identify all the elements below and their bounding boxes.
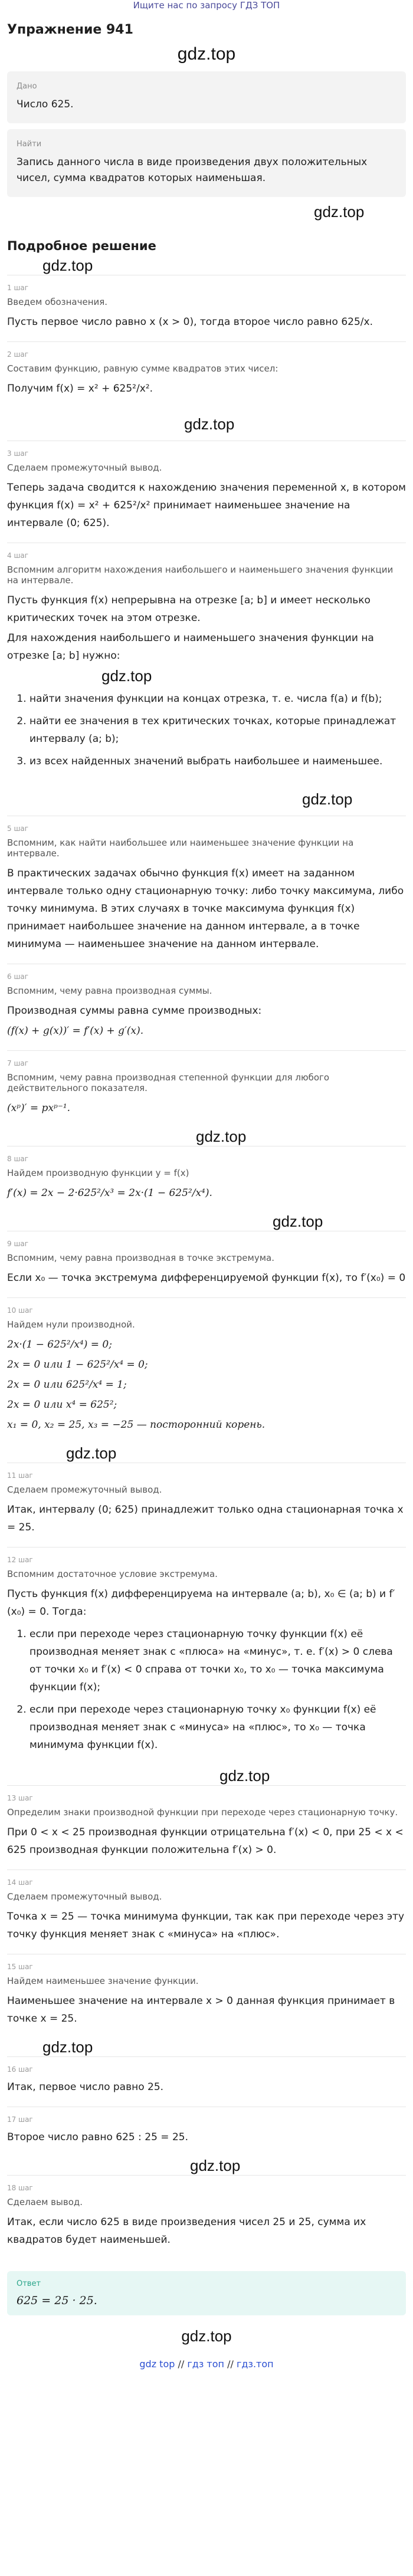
- page-content: [0, 22, 413, 2370]
- step-8: [7, 1146, 406, 1213]
- given-label: Дано: [17, 82, 37, 91]
- formula: f′(x) = 2x − 2·625²/x³ = 2x·(1 − 625²/x⁴).: [7, 1187, 212, 1199]
- list-item: 1. найти значения функции на концах отрезка, т. е. числа f(a) и f(b);: [30, 690, 406, 708]
- step-text: Для нахождения наибольшего и наименьшего значения функции на отрезке [a; b] нужно:: [7, 632, 374, 662]
- step-text: Второе число равно 625 : 25 = 25.: [7, 2131, 188, 2143]
- given-text: Число 625.: [17, 98, 74, 110]
- step-16: [7, 2056, 406, 2107]
- step-15: [7, 1954, 406, 2038]
- step-text: Если x₀ — точка экстремума дифференцируемой функции f(x), то f′(x₀) = 0: [7, 1272, 406, 1284]
- page-title: Упражнение 941: [7, 22, 133, 37]
- list-item: 2. если при переходе через стационарную точку x₀ функции f(x) её производная меняет знак с «минуса» на «плюс», то x₀ — точка минимума функции f(x).: [30, 1701, 406, 1754]
- step-text: Пусть функция f(x) непрерывна на отрезке [a; b] и имеет несколько критических точек на этом отрезке.: [7, 594, 371, 624]
- step-14: [7, 1869, 406, 1954]
- step-heading: Сделаем промежуточный вывод.: [7, 1891, 162, 1902]
- step-heading: Вспомним алгоритм нахождения наибольшего и наименьшего значения функции на интервале.: [7, 564, 394, 586]
- step-heading: Введем обозначения.: [7, 297, 108, 307]
- step-11: [7, 1463, 406, 1547]
- step-heading: Вспомним, чему равна производная степенной функции для любого действительного показателя.: [7, 1072, 330, 1093]
- step-heading: Вспомним достаточное условие экстремума.: [7, 1569, 218, 1579]
- step-number: 6 шаг: [7, 972, 29, 981]
- equation-line: 2x = 0 или x⁴ = 625²;: [7, 1399, 117, 1411]
- step-12: [7, 1547, 406, 1767]
- step-7: [7, 1050, 406, 1128]
- watermark: gdz.top: [273, 1213, 323, 1230]
- watermark: gdz.top: [314, 203, 365, 221]
- step-2: [7, 341, 406, 408]
- step-text: Пусть функция f(x) дифференцируема на интервале (a; b), x₀ ∈ (a; b) и f′(x₀) = 0. Тогда:: [7, 1588, 395, 1618]
- step-number: 18 шаг: [7, 2184, 33, 2192]
- find-card: [7, 129, 406, 197]
- condition-list: [7, 1625, 406, 1754]
- footer-separator: //: [227, 2358, 234, 2370]
- answer-label: Ответ: [17, 2279, 41, 2288]
- step-number: 4 шаг: [7, 551, 29, 560]
- find-label: Найти: [17, 140, 42, 149]
- watermark: gdz.top: [101, 667, 152, 685]
- step-text: Итак, интервалу (0; 625) принадлежит только одна стационарная точка x = 25.: [7, 1504, 404, 1533]
- step-10: [7, 1297, 406, 1444]
- answer-box: [7, 2271, 406, 2315]
- step-number: 5 шаг: [7, 824, 29, 833]
- footer-separator: //: [178, 2358, 185, 2370]
- step-heading: Найдем нули производной.: [7, 1319, 135, 1330]
- watermark: gdz.top: [184, 415, 235, 433]
- equation-line: 2x = 0 или 625²/x⁴ = 1;: [7, 1379, 127, 1391]
- top-banner[interactable]: Ищите нас по запросу ГДЗ ТОП: [133, 0, 280, 11]
- step-heading: Найдем наименьшее значение функции.: [7, 1976, 199, 1986]
- step-text: Наименьшее значение на интервале x > 0 данная функция принимает в точке x = 25.: [7, 1995, 395, 2025]
- list-item: 1. если при переходе через стационарную точку функции f(x) её производная меняет знак с «плюса» на «минус», т. е. f′(x) > 0 слева от точки x₀ и f′(x) < 0 справа от точки x₀, то x₀ — точка максимума функции f(x);: [30, 1625, 406, 1696]
- watermark: gdz.top: [302, 790, 353, 808]
- step-heading: Вспомним, как найти наибольшее или наименьшее значение функции на интервале.: [7, 837, 354, 859]
- step-number: 2 шаг: [7, 350, 29, 359]
- step-number: 9 шаг: [7, 1240, 29, 1248]
- step-3: [7, 441, 406, 543]
- step-number: 13 шаг: [7, 1794, 33, 1802]
- equation-line: 2x·(1 − 625²/x⁴) = 0;: [7, 1339, 112, 1351]
- step-number: 8 шаг: [7, 1155, 29, 1163]
- step-number: 10 шаг: [7, 1306, 33, 1315]
- step-9: [7, 1231, 406, 1297]
- given-card: [7, 71, 406, 123]
- step-text: Производная суммы равна сумме производных:: [7, 1005, 262, 1017]
- step-number: 12 шаг: [7, 1556, 33, 1564]
- step-13: [7, 1785, 406, 1869]
- step-text: Теперь задача сводится к нахождению значения переменной x, в котором функция f(x) = x² + 625²/x² принимает наименьшее значение на интервале (0; 625).: [7, 482, 406, 529]
- list-item: 2. найти ее значения в тех критических точках, которые принадлежат интервалу (a; b);: [30, 712, 406, 748]
- step-6: [7, 964, 406, 1050]
- step-heading: Определим знаки производной функции при переходе через стационарную точку.: [7, 1807, 398, 1818]
- step-text: Получим f(x) = x² + 625²/x².: [7, 383, 153, 395]
- footer-link-gdz-top-dot[interactable]: гдз.топ: [236, 2358, 274, 2370]
- step-17: [7, 2107, 406, 2157]
- step-text: Итак, первое число равно 25.: [7, 2081, 164, 2093]
- step-number: 3 шаг: [7, 449, 29, 458]
- step-text: Итак, если число 625 в виде произведения чисел 25 и 25, сумма их квадратов будет наименьшей.: [7, 2216, 366, 2246]
- watermark: gdz.top: [66, 1444, 117, 1462]
- answer-value: 625 = 25 · 25.: [17, 2294, 97, 2307]
- step-heading: Сделаем промежуточный вывод.: [7, 1484, 162, 1495]
- equation-line: x₁ = 0, x₂ = 25, x₃ = −25 — посторонний корень.: [7, 1419, 266, 1431]
- step-1: [7, 275, 406, 341]
- step-heading: Сделаем вывод.: [7, 2197, 83, 2207]
- watermark: gdz.top: [190, 2157, 241, 2174]
- watermark: gdz.top: [219, 1767, 270, 1785]
- step-heading: Сделаем промежуточный вывод.: [7, 462, 162, 473]
- step-number: 11 шаг: [7, 1471, 33, 1480]
- step-18: [7, 2175, 406, 2259]
- find-text: Запись данного числа в виде произведения двух положительных чисел, сумма квадратов которых наименьшая.: [17, 156, 368, 184]
- formula: (xᵖ)′ = pxᵖ⁻¹.: [7, 1102, 71, 1114]
- step-heading: Составим функцию, равную сумме квадратов этих чисел:: [7, 363, 278, 374]
- step-number: 17 шаг: [7, 2115, 33, 2124]
- watermark: gdz.top: [42, 257, 93, 274]
- step-4: [7, 543, 406, 783]
- watermark: gdz.top: [42, 2038, 93, 2056]
- step-5: [7, 816, 406, 964]
- step-text: Пусть первое число равно x (x > 0), тогда второе число равно 625/x.: [7, 316, 373, 328]
- formula: (f(x) + g(x))′ = f′(x) + g′(x).: [7, 1025, 144, 1037]
- footer-link-gdz-top-ru[interactable]: гдз топ: [187, 2358, 224, 2370]
- step-number: 16 шаг: [7, 2065, 33, 2074]
- step-heading: Вспомним, чему равна производная суммы.: [7, 985, 212, 996]
- watermark: gdz.top: [177, 44, 236, 64]
- footer-link-gdz-top[interactable]: gdz top: [139, 2358, 175, 2370]
- step-number: 15 шаг: [7, 1963, 33, 1971]
- step-number: 7 шаг: [7, 1059, 29, 1067]
- step-heading: Найдем производную функции y = f(x): [7, 1168, 189, 1178]
- equation-line: 2x = 0 или 1 − 625²/x⁴ = 0;: [7, 1359, 148, 1371]
- step-heading: Вспомним, чему равна производная в точке экстремума.: [7, 1253, 274, 1263]
- solution-title: Подробное решение: [7, 239, 156, 253]
- step-text: Точка x = 25 — точка минимума функции, так как при переходе через эту точку функция меняет знак с «минуса» на «плюс».: [7, 1911, 405, 1940]
- algorithm-list: [7, 690, 406, 770]
- step-number: 1 шаг: [7, 284, 29, 292]
- list-item: 3. из всех найденных значений выбрать наибольшее и наименьшее.: [30, 753, 406, 770]
- watermark: gdz.top: [196, 1128, 247, 1145]
- step-text: При 0 < x < 25 производная функции отрицательна f′(x) < 0, при 25 < x < 625 производная функции положительна f′(x) > 0.: [7, 1826, 404, 1856]
- footer: [7, 2358, 406, 2370]
- step-text: В практических задачах обычно функция f(x) имеет на заданном интервале только одну стационарную точку: либо точку максимума, либо точку минимума. В этих случаях в точке максимума функция f(x) принимает наибольшее значение на данном интервале, а в точке минимума — наименьшее значение на данном интервале.: [7, 868, 404, 950]
- step-number: 14 шаг: [7, 1878, 33, 1887]
- watermark: gdz.top: [181, 2327, 232, 2345]
